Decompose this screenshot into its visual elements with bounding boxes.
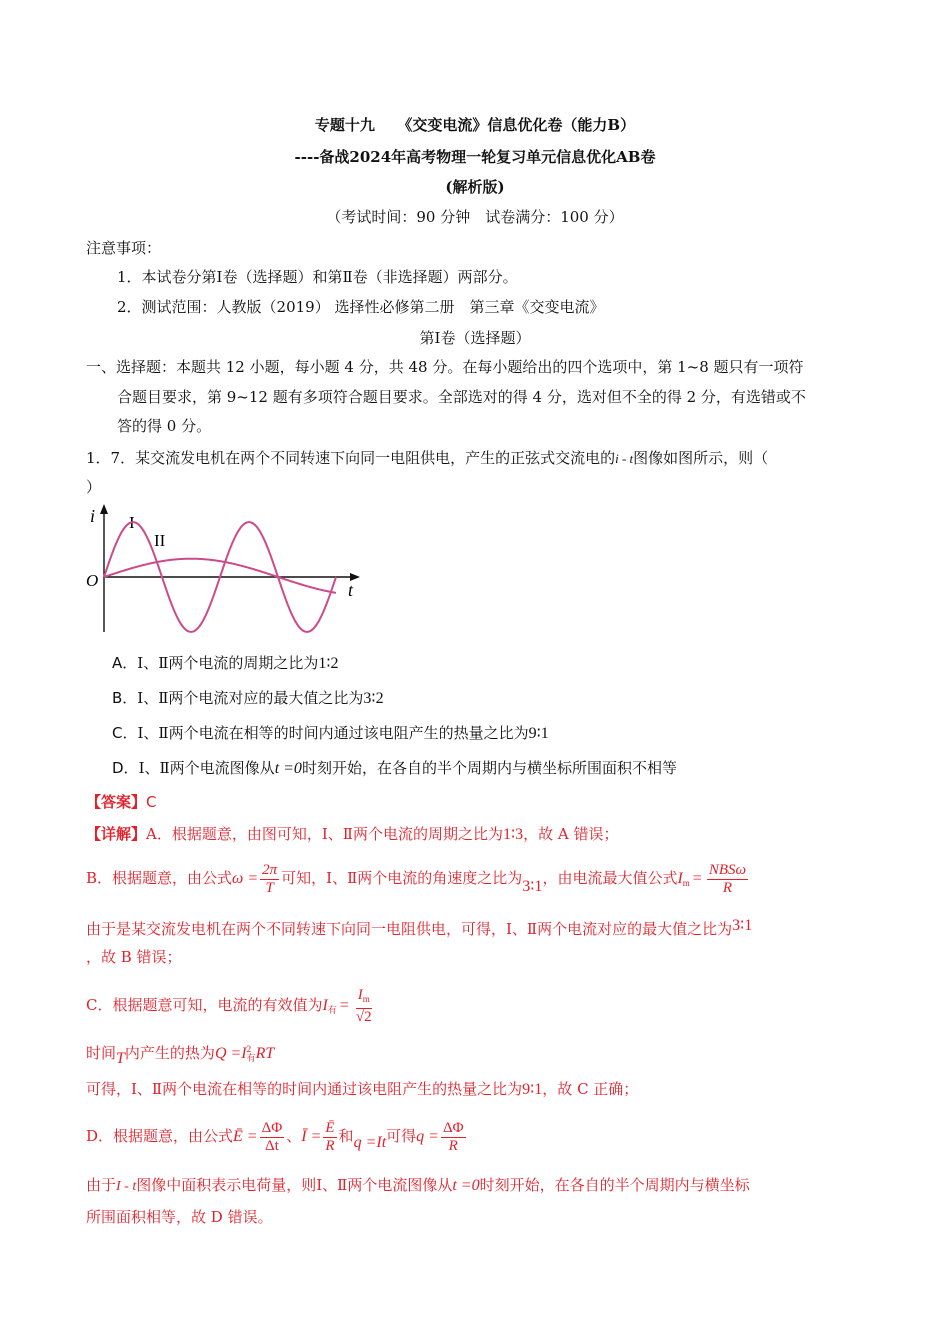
analysis-b-text3: ，由电流最大值公式 — [542, 869, 678, 887]
curve-label-2: II — [154, 531, 166, 550]
analysis-c-i — [322, 997, 336, 1014]
im-symbol: I — [677, 870, 683, 887]
analysis-b-text1: B．根据题意，由公式 — [86, 869, 233, 887]
analysis-c3 — [86, 1078, 638, 1101]
analysis-c-fraction — [354, 987, 374, 1026]
fraction-numerator — [356, 987, 372, 1009]
fraction-numerator: NBSω — [708, 861, 747, 878]
analysis-c2-t: T — [116, 1050, 125, 1067]
analysis-b2-text: 由于是某交流发电机在两个不同转速下向同一电阻供电，可得，Ⅰ、Ⅱ两个电流对应的最大值之比为 — [86, 920, 733, 938]
option-b[interactable] — [112, 687, 384, 710]
im-subscript: m — [682, 878, 690, 888]
analysis-c3-text: 可得，Ⅰ、Ⅱ两个电流在相等的时间内通过该电阻产生的热量之比为 — [86, 1080, 523, 1098]
section-title: 第Ⅰ卷（选择题） — [419, 329, 531, 347]
analysis-a-text: A．根据题意，由图可知，Ⅰ、Ⅱ两个电流的周期之比为 — [146, 825, 503, 843]
analysis-b2-math: 3∶1 — [732, 917, 753, 934]
analysis-d2-text1: 由于 — [86, 1176, 117, 1194]
analysis-d-fraction1 — [260, 1120, 285, 1155]
analysis-d — [86, 1116, 468, 1163]
analysis-d-and: 和 — [338, 1127, 354, 1145]
doc-subtitle: ----备战2024年高考物理一轮复习单元信息优化AB卷 — [294, 148, 656, 166]
analysis-d-qit: q =It — [353, 1134, 387, 1151]
option-a-letter: A． — [112, 654, 138, 672]
section-intro-3: 答的得 0 分。 — [117, 417, 212, 435]
question-stem — [86, 447, 768, 470]
fraction-numerator: ΔΦ — [442, 1119, 464, 1136]
formula-indices — [247, 1045, 256, 1063]
analysis-d2-text3: 时刻开始，在各自的半个周期内与横坐标 — [479, 1176, 750, 1194]
fraction-denominator: R — [448, 1137, 458, 1154]
analysis-d-text2: 可得 — [386, 1127, 417, 1145]
fraction-denominator: R — [722, 879, 733, 896]
option-d-math: t =0 — [274, 760, 302, 777]
analysis-a-math: 1∶3 — [502, 826, 524, 843]
x-axis-label: t — [348, 580, 354, 600]
origin-label: O — [86, 571, 99, 590]
doc-title: 专题十九 《交变电流》信息优化卷（能力B） — [314, 116, 636, 134]
analysis-d2-text2: 图像中面积表示电荷量，则Ⅰ、Ⅱ两个电流图像从 — [136, 1176, 453, 1194]
analysis-c — [86, 985, 376, 1030]
analysis-c3-tail: ，故 C 正确； — [542, 1080, 639, 1098]
fraction-denominator: R — [325, 1137, 335, 1154]
option-a[interactable] — [112, 652, 339, 675]
fraction-denominator: √2 — [355, 1008, 372, 1025]
analysis-d-sep: 、 — [286, 1127, 302, 1145]
exam-info: （考试时间：90 分钟 试卷满分：100 分） — [326, 208, 624, 226]
im-subscript: m — [362, 993, 370, 1004]
section-intro-2: 合题目要求，第 9~12 题有多项符合题目要求。全部选对的得 4 分，选对但不全的得 2 分，有选错或不 — [117, 388, 806, 406]
fraction-numerator: ΔΦ — [261, 1119, 283, 1136]
question-stem-variable: i - t — [615, 451, 634, 466]
analysis-c2-text1: 时间 — [86, 1044, 117, 1062]
analysis-b-eq: = — [692, 870, 702, 887]
analysis-d-fraction3 — [441, 1120, 466, 1155]
analysis-d-text1: D．根据题意，由公式 — [86, 1127, 234, 1145]
analysis-d3: 所围面积相等，故 D 错误。 — [86, 1208, 273, 1226]
analysis-d-i: Ī = — [301, 1128, 322, 1145]
curve-label-1: I — [129, 513, 135, 532]
option-b-text: Ⅰ、Ⅱ两个电流对应的最大值之比为 — [137, 689, 364, 707]
analysis-c2-text2: 内产生的热为 — [124, 1044, 215, 1062]
option-b-letter: B． — [112, 689, 138, 707]
analysis-b-fraction — [260, 862, 279, 897]
i-subscript: 有 — [327, 1005, 337, 1015]
analysis-c-eq: = — [339, 997, 349, 1014]
note-item-2: 2．测试范围：人教版（2019） 选择性必修第二册 第三章《交变电流》 — [117, 298, 605, 316]
analysis-b2 — [86, 915, 752, 940]
fraction-numerator: Ē — [325, 1119, 335, 1136]
analysis-d2-math: t =0 — [452, 1177, 480, 1194]
option-d-tail: 时刻开始，在各自的半个周期内与横坐标所围面积不相等 — [301, 759, 677, 777]
fraction-denominator: T — [265, 879, 274, 896]
analysis-b-ratio: 3∶1 — [522, 878, 543, 895]
i-symbol: I — [322, 997, 328, 1014]
fraction-numerator: 2π — [262, 861, 278, 878]
fraction-denominator: Δt — [265, 1137, 279, 1154]
section-intro-1: 一、选择题：本题共 12 小题，每小题 4 分，共 48 分。在每小题给出的四个选项中，第 1~8 题只有一项符 — [86, 358, 804, 376]
analysis-a-tail: ，故 A 错误； — [523, 825, 619, 843]
analysis-label: 【详解】 — [86, 825, 147, 843]
analysis-a — [86, 823, 619, 846]
question-stem-tail: 图像如图所示，则（ — [633, 449, 769, 467]
option-c[interactable] — [112, 722, 549, 745]
analysis-c-text: C．根据题意可知，电流的有效值为 — [86, 996, 323, 1014]
option-d-letter: D． — [112, 759, 139, 777]
analysis-d-fraction2 — [323, 1120, 336, 1155]
answer-line — [86, 791, 157, 813]
analysis-c3-math: 9∶1 — [522, 1081, 543, 1098]
option-c-math: 9∶1 — [528, 725, 549, 742]
formula-subscript: 有 — [246, 1053, 256, 1064]
formula-superscript: 2 — [246, 1044, 252, 1055]
option-a-math: 1∶2 — [318, 655, 339, 672]
analysis-b-fraction2 — [707, 862, 748, 897]
analysis-b-text2: 可知，Ⅰ、Ⅱ两个电流的角速度之比为 — [281, 869, 523, 887]
option-d-text: Ⅰ、Ⅱ两个电流图像从 — [138, 759, 275, 777]
analysis-d-e: Ē = — [233, 1128, 258, 1145]
answer-value: C — [146, 793, 157, 811]
notes-heading: 注意事项： — [86, 239, 162, 257]
option-a-text: Ⅰ、Ⅱ两个电流的周期之比为 — [137, 654, 319, 672]
option-b-math: 3∶2 — [363, 690, 384, 707]
analysis-d2-var: I - t — [116, 1179, 137, 1194]
question-stem-text: 1．7．某交流发电机在两个不同转速下向同一电阻供电，产生的正弦式交流电的 — [86, 449, 616, 467]
option-d[interactable] — [112, 757, 677, 780]
y-axis-label: i — [90, 506, 96, 526]
analysis-b-im — [677, 870, 689, 887]
it-graph — [80, 502, 370, 637]
analysis-b — [86, 858, 750, 907]
im-symbol: I — [357, 986, 363, 1003]
option-c-letter: C． — [112, 724, 138, 742]
analysis-c2-formula — [215, 1045, 274, 1062]
option-c-text: Ⅰ、Ⅱ两个电流在相等的时间内通过该电阻产生的热量之比为 — [137, 724, 529, 742]
analysis-b-omega: ω = — [232, 870, 259, 887]
formula-part-b: RT — [255, 1045, 275, 1062]
doc-edition: (解析版) — [445, 178, 505, 196]
analysis-d2 — [86, 1174, 750, 1198]
analysis-d-q: q = — [416, 1128, 439, 1145]
analysis-b3: ，故 B 错误； — [86, 948, 182, 966]
note-item-1: 1．本试卷分第Ⅰ卷（选择题）和第Ⅱ卷（非选择题）两部分。 — [117, 268, 518, 286]
question-stem-close: ） — [86, 478, 102, 496]
formula-part-a: Q =I — [214, 1045, 247, 1062]
analysis-c2 — [86, 1042, 274, 1070]
y-axis-arrow — [100, 504, 108, 514]
answer-label: 【答案】 — [86, 793, 147, 811]
